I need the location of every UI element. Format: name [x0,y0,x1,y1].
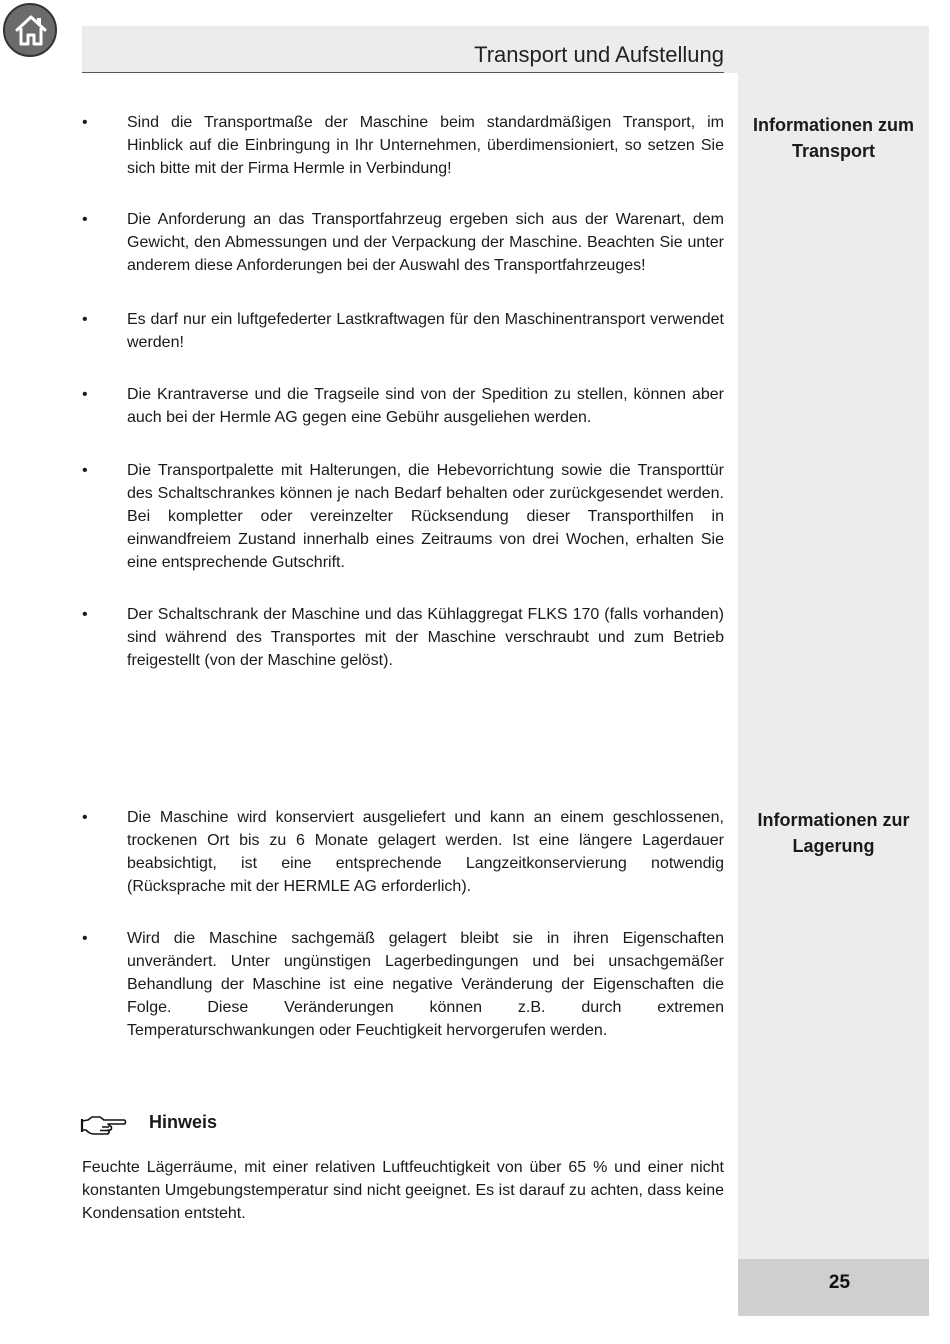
list-bullet: • [82,386,88,403]
storage-item-2: Wird die Maschine sachgemäß gelagert bleibt sie in ihren Eigenschaften unverändert. Unter ungünstigen Lagerbedingungen und bei unsachgemäßer Behandlung der Maschine ist eine negative Veränderung der Eigenschaften die Folge. Diese Veränderungen können z.B. durch extremen Temperaturschwankungen oder Feuchtigkeit hervorgerufen werden. [127,930,724,1039]
header-divider [82,72,724,73]
list-bullet: • [82,114,88,131]
transport-item-1: Sind die Transportmaße der Maschine beim standardmäßigen Transport, im Hinblick auf die Einbringung in Ihr Unternehmen, überdimensioniert, so setzen Sie sich bitte mit der Firma Hermle in Verbindung! [127,114,724,177]
transport-item-6: Der Schaltschrank der Maschine und das Kühlaggregat FLKS 170 (falls vorhanden) sind während des Transportes mit der Maschine verschraubt und zum Betrieb freigestellt (von der Maschine gelöst). [127,606,724,669]
transport-item-5: Die Transportpalette mit Halterungen, die Hebevorrichtung sowie die Transporttür des Schaltschrankes können je nach Bedarf behalten oder zurückgesendet werden. Bei kompletter oder vereinzelter Rücksendung dieser Transporthilfen in einwandfreiem Zustand innerhalb eines Zeitraums von drei Wochen, erhalten Sie eine entsprechende Gutschrift. [127,462,724,571]
pointing-hand-icon [80,1114,128,1141]
storage-section-heading: Informationen zur Lagerung [757,810,910,856]
list-bullet: • [82,462,88,479]
transport-item-2: Die Anforderung an das Transportfahrzeug ergeben sich aus der Warenart, dem Gewicht, den Abmessungen und der Verpackung der Maschine. Beachten Sie unter anderem diese Anforderungen bei der Auswahl des Transportfahrzeuges! [127,211,724,274]
transport-section-heading: Informationen zum Transport [753,115,914,161]
note-title: Hinweis [149,1112,218,1132]
list-bullet: • [82,311,88,328]
list-bullet: • [82,809,88,826]
storage-item-1: Die Maschine wird konserviert ausgeliefert und kann an einem geschlossenen, trockenen Ort bis zu 6 Monate gelagert werden. Ist eine längere Lagerdauer beabsichtigt, ist eine entsprechende Langzeitkonservierung notwendig (Rücksprache mit der HERMLE AG erforderlich). [127,809,724,895]
page-number: 25 [828,1272,851,1293]
transport-item-3: Es darf nur ein luftgefederter Lastkraftwagen für den Maschinentransport verwendet werden! [127,311,724,351]
list-bullet: • [82,606,88,623]
side-column [738,73,929,1259]
list-bullet: • [82,930,88,947]
note-text: Feuchte Lägerräume, mit einer relativen Luftfeuchtigkeit von über 65 % und einer nicht konstanten Umgebungstemperatur sind nicht geeignet. Es ist darauf zu achten, dass keine Kondensation entsteht. [82,1159,724,1222]
home-button[interactable] [3,3,57,57]
transport-item-4: Die Krantraverse und die Tragseile sind von der Spedition zu stellen, können aber auch bei der Hermle AG gegen eine Gebühr ausgeliehen werden. [127,386,724,426]
page-title: Transport und Aufstellung [474,42,724,67]
home-icon [13,12,49,48]
list-bullet: • [82,211,88,228]
